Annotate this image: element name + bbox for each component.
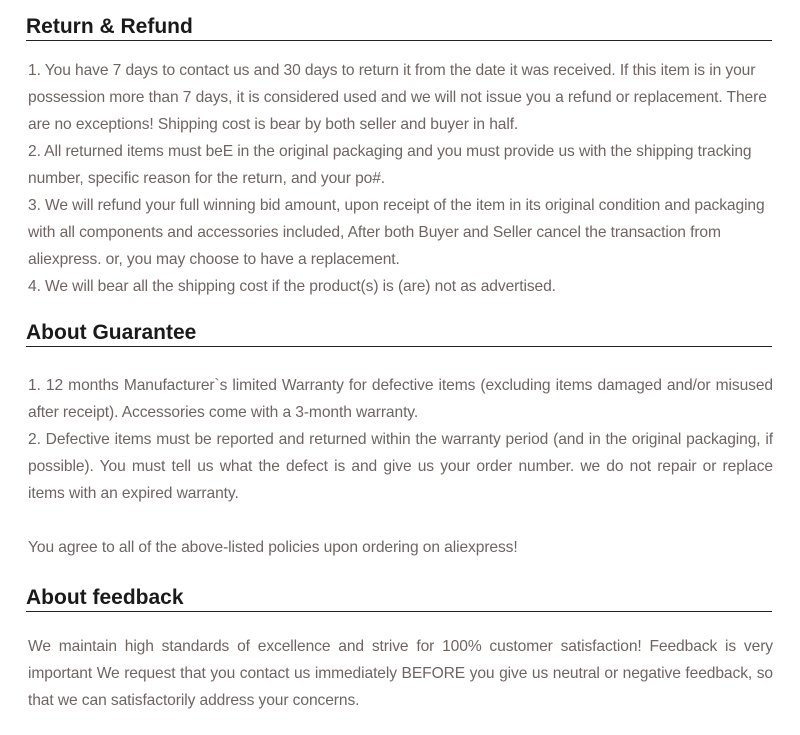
- guarantee-item-2: 2. Defective items must be reported and returned within the warranty period (and in the original packaging, if possible). You must tell us what the defect is and give us your order number. we do not repair or replace items with an expired warranty.: [28, 431, 773, 502]
- return-refund-heading: Return & Refund: [26, 14, 772, 41]
- policy-agreement: [28, 534, 773, 561]
- return-policy-item-3: 3. We will refund your full winning bid amount, upon receipt of the item in its original condition and packaging with all components and accessories included, After both Buyer and Seller cancel the transaction from aliexpress. or, you may choose to have a replacement.: [28, 197, 765, 268]
- guarantee-section: [28, 372, 773, 507]
- guarantee-item-1: 1. 12 months Manufacturer`s limited Warranty for defective items (excluding items damaged and/or misused after receipt). Accessories come with a 3-month warranty.: [28, 377, 773, 421]
- about-guarantee-heading: About Guarantee: [26, 320, 772, 347]
- return-policy-item-4: 4. We will bear all the shipping cost if the product(s) is (are) not as advertised.: [28, 278, 556, 295]
- about-feedback-heading: About feedback: [26, 585, 772, 612]
- agreement-text: You agree to all of the above-listed policies upon ordering on aliexpress!: [28, 539, 518, 556]
- return-policy-item-2: 2. All returned items must beE in the original packaging and you must provide us with the shipping tracking number, specific reason for the return, and your po#.: [28, 143, 752, 187]
- return-refund-section: [28, 57, 773, 300]
- return-policy-item-1: 1. You have 7 days to contact us and 30 days to return it from the date it was received. If this item is in your possession more than 7 days, it is considered used and we will not issue you a refund or replacement. There are no exceptions! Shipping cost is bear by both seller and buyer in half.: [28, 62, 767, 133]
- feedback-text: We maintain high standards of excellence and strive for 100% customer satisfaction! Feedback is very important We request that you contact us immediately BEFORE you give us neutral or negative feedback, so that we can satisfactorily address your concerns.: [28, 638, 773, 709]
- feedback-section: [28, 633, 773, 714]
